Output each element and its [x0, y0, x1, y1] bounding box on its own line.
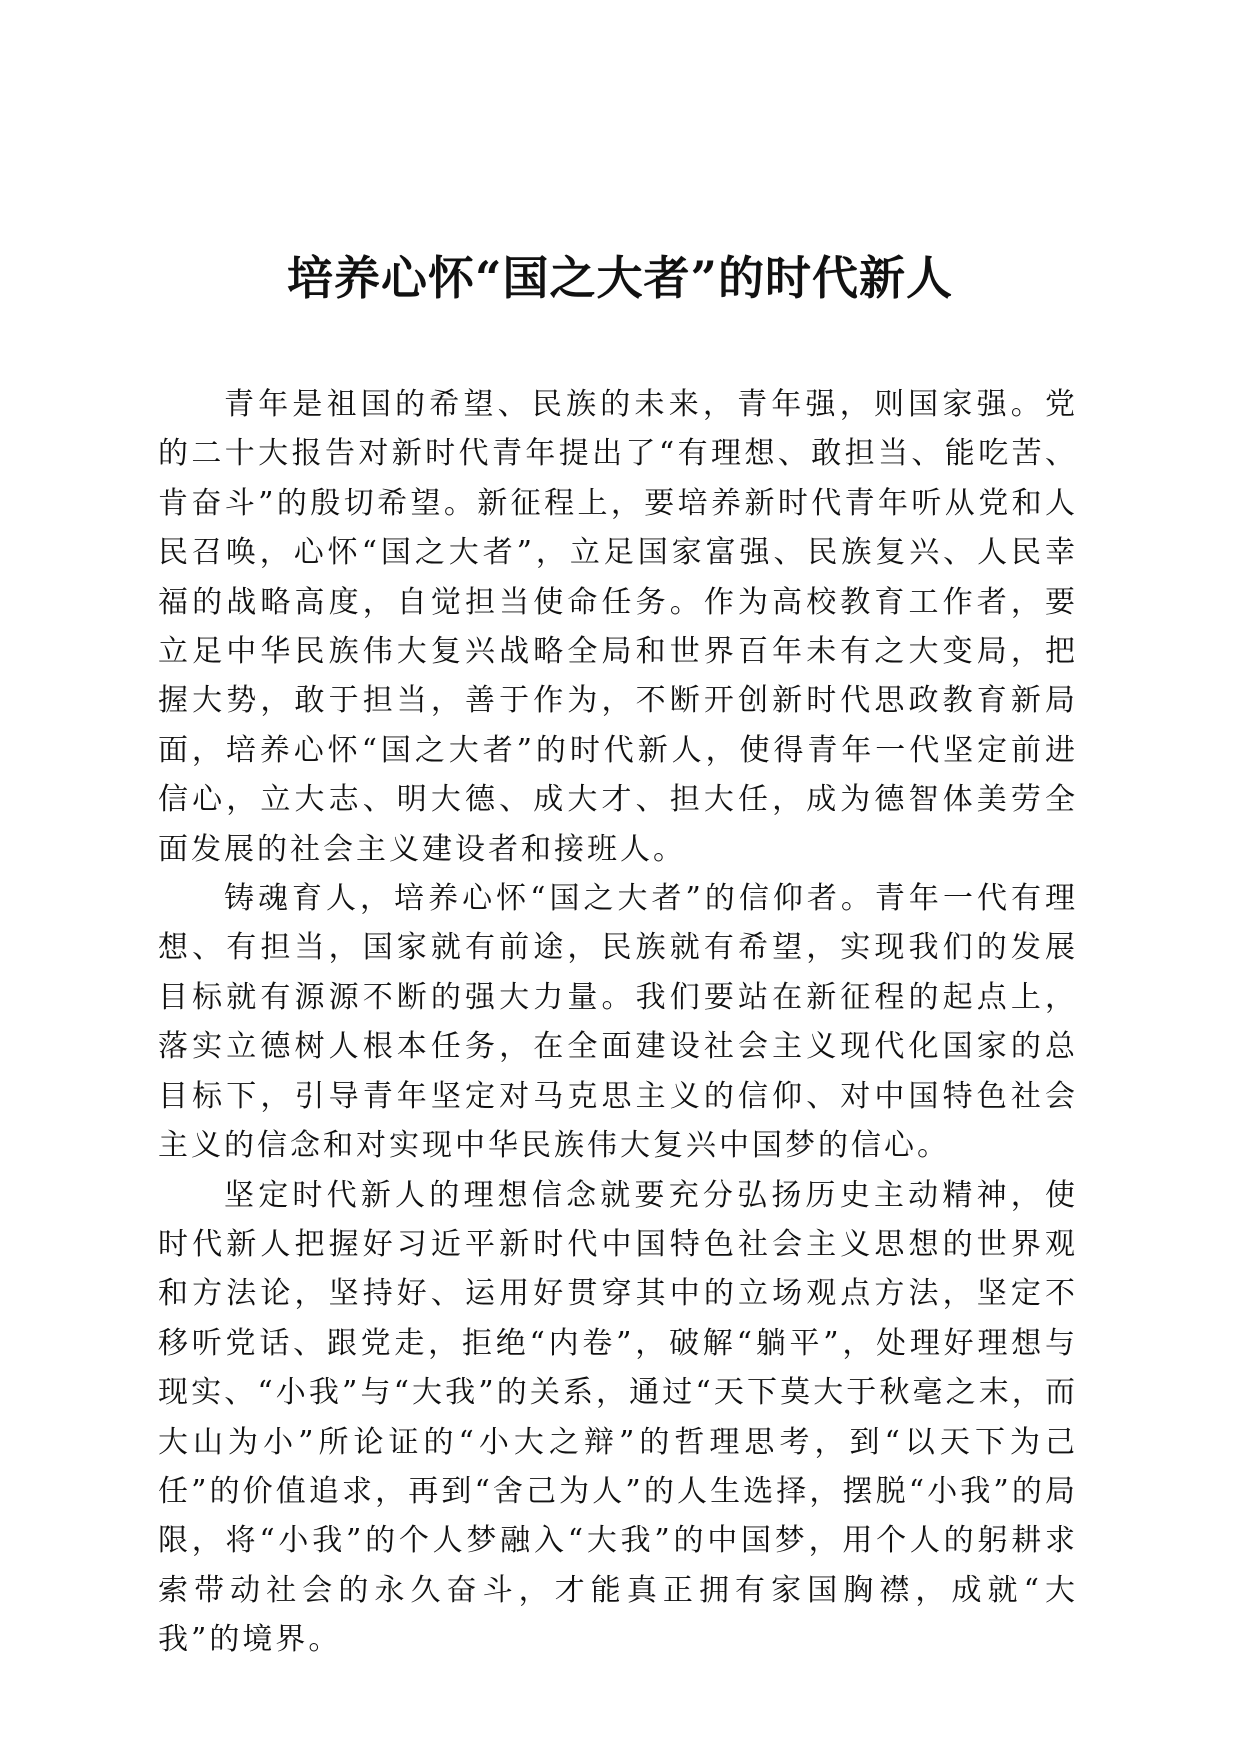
paragraph-3: 坚定时代新人的理想信念就要充分弘扬历史主动精神，使时代新人把握好习近平新时代中国特色社会主义思想的世界观和方法论，坚持好、运用好贯穿其中的立场观点方法，坚定不移听党话、跟党走，拒绝“内卷”，破解“躺平”，处理好理想与现实、“小我”与“大我”的关系，通过“天下莫大于秋毫之末，而大山为小”所论证的“小大之辩”的哲理思考，到“以天下为己任”的价值追求，再到“舍己为人”的人生选择，摆脱“小我”的局限，将“小我”的个人梦融入“大我”的中国梦，用个人的躬耕求索带动社会的永久奋斗，才能真正拥有家国胸襟，成就“大我”的境界。	[158, 1177, 1078, 1658]
document-body	[158, 380, 1078, 1665]
document-title: 培养心怀“国之大者”的时代新人	[287, 251, 953, 305]
paragraph-2: 铸魂育人，培养心怀“国之大者”的信仰者。青年一代有理想、有担当，国家就有前途，民族就有希望，实现我们的发展目标就有源源不断的强大力量。我们要站在新征程的起点上，落实立德树人根本任务，在全面建设社会主义现代化国家的总目标下，引导青年坚定对马克思主义的信仰、对中国特色社会主义的信念和对实现中华民族伟大复兴中国梦的信心。	[158, 881, 1078, 1164]
paragraph-1: 青年是祖国的希望、民族的未来，青年强，则国家强。党的二十大报告对新时代青年提出了“有理想、敢担当、能吃苦、肯奋斗”的殷切希望。新征程上，要培养新时代青年听从党和人民召唤，心怀“国之大者”，立足国家富强、民族复兴、人民幸福的战略高度，自觉担当使命任务。作为高校教育工作者，要立足中华民族伟大复兴战略全局和世界百年未有之大变局，把握大势，敢于担当，善于作为，不断开创新时代思政教育新局面，培养心怀“国之大者”的时代新人，使得青年一代坚定前进信心，立大志、明大德、成大才、担大任，成为德智体美劳全面发展的社会主义建设者和接班人。	[158, 387, 1078, 867]
